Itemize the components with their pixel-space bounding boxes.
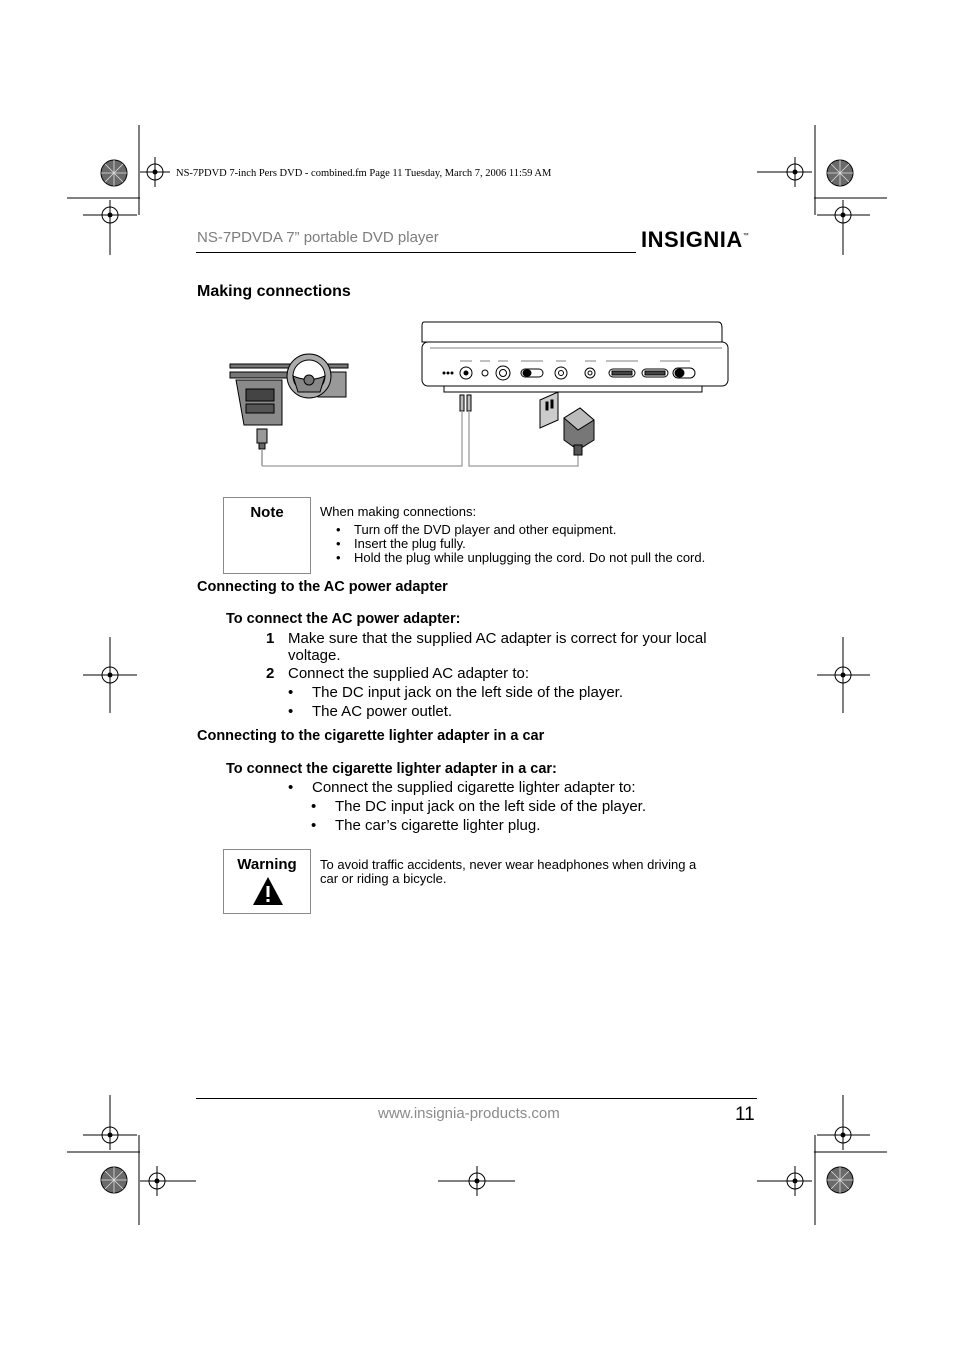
logo-text: INSIGNIA — [641, 227, 743, 252]
ac-step-1-continued: voltage. — [288, 647, 341, 664]
warning-callout — [223, 849, 311, 914]
ac-sub-item: • The DC input jack on the left side of the player. — [288, 684, 624, 701]
header-rule — [196, 252, 636, 253]
car-section-heading: Connecting to the cigarette lighter adapter in a car — [197, 728, 545, 744]
page-number: 11 — [735, 1104, 755, 1125]
note-item: • Hold the plug while unplugging the cord. Do not pull the cord. — [336, 550, 706, 565]
footer-rule — [196, 1098, 757, 1099]
print-slug-line: NS-7PDVD 7-inch Pers DVD - combined.fm Page 11 Tuesday, March 7, 2006 11:59 AM — [176, 168, 552, 179]
ac-sub-item: • The AC power outlet. — [288, 703, 453, 720]
note-label: Note — [250, 504, 284, 521]
footer-url: www.insignia-products.com — [378, 1105, 560, 1122]
note-item: • Insert the plug fully. — [336, 536, 466, 551]
ac-step-2: 2 Connect the supplied AC adapter to: — [266, 665, 529, 682]
car-sub-item: • The car’s cigarette lighter plug. — [311, 817, 541, 834]
header-product-title: NS-7PDVDA 7” portable DVD player — [197, 229, 439, 246]
section-title: Making connections — [197, 283, 351, 300]
note-intro: When making connections: — [320, 504, 477, 519]
note-item: • Turn off the DVD player and other equipment. — [336, 522, 617, 537]
insignia-logo — [641, 227, 749, 253]
ac-procedure-title: To connect the AC power adapter: — [226, 611, 461, 627]
warning-label: Warning — [237, 856, 297, 873]
warning-text-line-2: car or riding a bicycle. — [320, 871, 447, 886]
warning-text-line-1: To avoid traffic accidents, never wear headphones when driving a — [320, 857, 697, 872]
note-callout — [223, 497, 311, 574]
ac-section-heading: Connecting to the AC power adapter — [197, 579, 448, 595]
logo-trademark: ™ — [742, 233, 750, 239]
car-procedure-title: To connect the cigarette lighter adapter in a car: — [226, 761, 557, 777]
car-item: • Connect the supplied cigarette lighter adapter to: — [288, 779, 636, 796]
ac-step-1: 1 Make sure that the supplied AC adapter is correct for your local — [266, 630, 707, 647]
car-sub-item: • The DC input jack on the left side of the player. — [311, 798, 647, 815]
warning-triangle-icon — [224, 850, 312, 910]
